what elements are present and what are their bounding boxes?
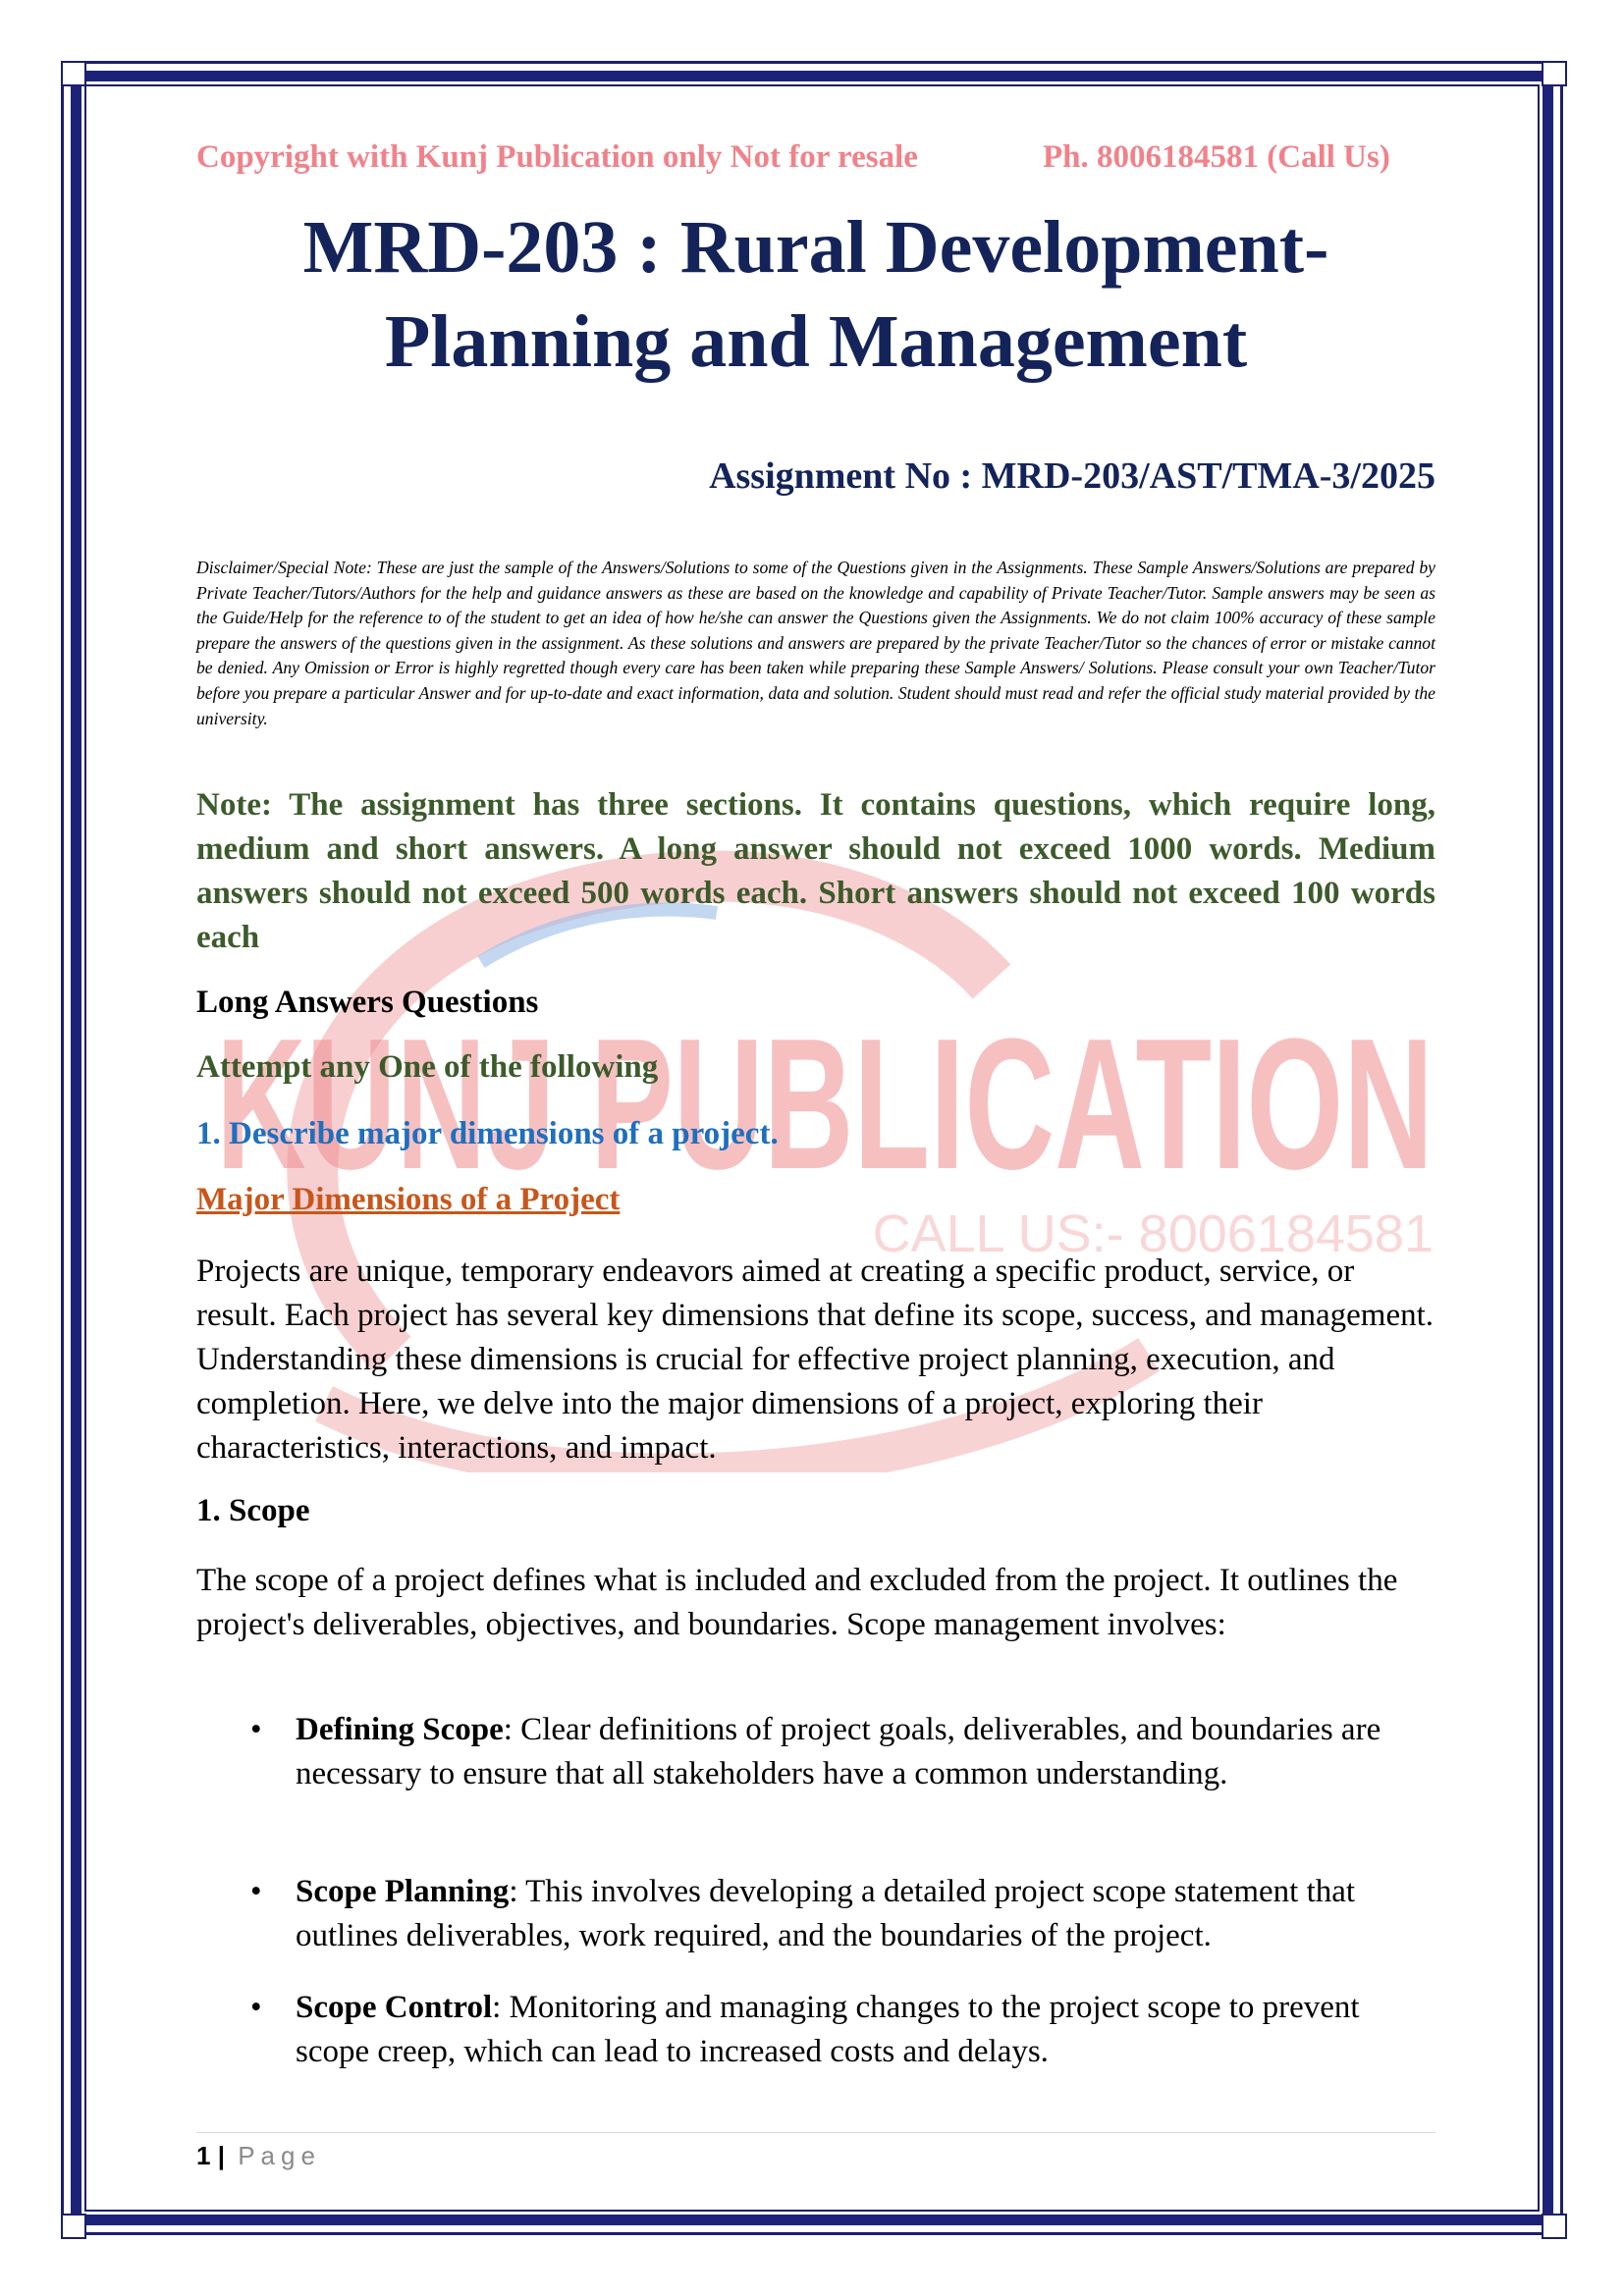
corner-ornament-top-left xyxy=(55,55,88,88)
title-line-1: MRD-203 : Rural Development- xyxy=(302,206,1329,289)
bullet-desc: : This involves developing a detailed project scope statement that outlines deliverables, work required, and the boundaries of the project. xyxy=(296,1874,1356,1953)
bullet-term: Scope Control xyxy=(296,1990,493,2025)
bullet-term: Scope Planning xyxy=(296,1874,510,1909)
bullet-desc: : Monitoring and managing changes to the project scope to prevent scope creep, which can lead to increased costs and delays. xyxy=(296,1990,1360,2069)
page-number: 1 xyxy=(196,2141,211,2170)
scope-heading: 1. Scope xyxy=(196,1493,310,1528)
section-heading: Long Answers Questions xyxy=(196,985,539,1020)
bullet-icon: • xyxy=(250,1874,262,1909)
copyright-line xyxy=(196,139,1435,176)
intro-paragraph: Projects are unique, temporary endeavors aimed at creating a specific product, service, or result. Each project has several key dimensions that define its scope, success, and management. Understanding these dimensions is crucial for effective project planning, execution, and completion. Here, we delve into the major dimensions of a project, exploring their characteristics, interactions, and impact. xyxy=(196,1254,1435,1466)
footer-divider xyxy=(196,2132,1435,2133)
question-heading: 1. Describe major dimensions of a project. xyxy=(196,1116,779,1151)
corner-ornament-bottom-left xyxy=(55,2208,88,2241)
corner-ornament-bottom-right xyxy=(1536,2208,1569,2241)
answer-heading: Major Dimensions of a Project xyxy=(196,1182,621,1217)
bullet-desc: : Clear definitions of project goals, deliverables, and boundaries are necessary to ensure that all stakeholders have a common understanding. xyxy=(296,1712,1381,1791)
copyright-text: Copyright with Kunj Publication only Not for resale xyxy=(196,139,918,175)
watermark-brand: KUNJ PUBLICATION xyxy=(216,1000,1434,1208)
bullet-icon: • xyxy=(250,1990,262,2025)
assignment-note: Note: The assignment has three sections. It contains questions, which require long, medium and short answers. A long answer should not exceed 1000 words. Medium answers should not exceed 500 words each. Short answers should not exceed 100 words each xyxy=(196,787,1435,955)
page-label: Page xyxy=(238,2141,321,2170)
page-footer xyxy=(196,2141,321,2171)
bullet-icon: • xyxy=(250,1712,262,1747)
document-title xyxy=(196,200,1435,389)
corner-ornament-top-right xyxy=(1536,55,1569,88)
page-separator: | xyxy=(217,2141,225,2170)
assignment-number: Assignment No : MRD-203/AST/TMA-3/2025 xyxy=(709,455,1435,497)
disclaimer-paragraph: Disclaimer/Special Note: These are just the sample of the Answers/Solutions to some of the Questions given in the Assignments. These Sample Answers/Solutions are prepared by Private Teacher/Tutors/Authors for the help and guidance answers as these are based on the knowledge and capability of Private Teacher/Tutor. Sample answers may be seen as the Guide/Help for the reference to of the student to get an idea of how he/she can answer the Questions given the Assignments. We do not claim 100% accuracy of these sample prepare the answers of the questions given in the assignment. As these solutions and answers are prepared by the private Teacher/Tutor so the chances of error or mistake cannot be denied. Any Omission or Error is highly regretted though every care has been taken while preparing these Sample Answers/ Solutions. Please consult your own Teacher/Tutor before you prepare a particular Answer and for up-to-date and exact information, data and solution. Student should must read and refer the official study material provided by the university. xyxy=(196,558,1435,728)
title-line-2: Planning and Management xyxy=(384,300,1248,383)
scope-paragraph: The scope of a project defines what is included and excluded from the project. It outlines the project's deliverables, objectives, and boundaries. Scope management involves: xyxy=(196,1563,1398,1642)
phone-text: Ph. 8006184581 (Call Us) xyxy=(1043,139,1390,175)
attempt-instruction: Attempt any One of the following xyxy=(196,1049,659,1085)
bullet-term: Defining Scope xyxy=(296,1712,504,1747)
watermark-call: CALL US:- 8006184581 xyxy=(872,1204,1434,1263)
